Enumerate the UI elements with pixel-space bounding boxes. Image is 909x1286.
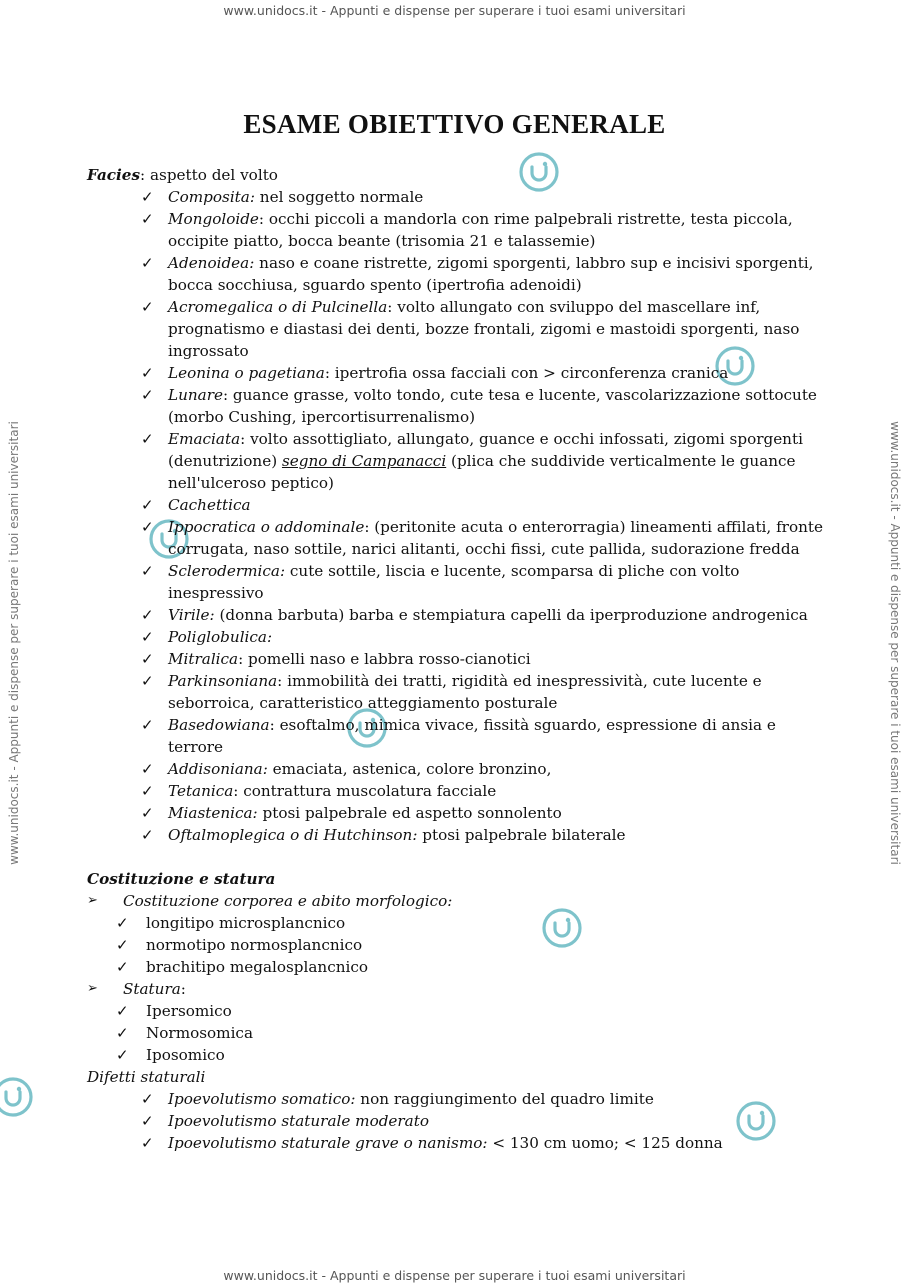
watermark-footer: www.unidocs.it - Appunti e dispense per superare i tuoi esami universitari [223,1268,686,1283]
facies-name: Addisoniana: [168,760,268,778]
list-item [87,1088,827,1110]
facies-description: : guance grasse, volto tondo, cute tesa e lucente, vascolarizzazione sottocute (morbo Cushing, ipercortisurrenalismo) [168,386,817,426]
facies-description: : (peritonite acuta o enterorragia) lineamenti affilati, fronte corrugata, naso sottile, narici alitanti, occhi fissi, cute pallida, sudorazione fredda [168,518,823,558]
list-item [87,780,827,802]
facies-name: Basedowiana [168,716,270,734]
facies-name: Virile: [168,606,215,624]
list-item [87,428,827,494]
difetto-name: Ipoevolutismo staturale moderato [168,1112,429,1130]
list-item [87,1044,827,1066]
facies-name: Leonina o pagetiana [168,364,325,382]
arrow-bullet-icon: ➢ [87,893,98,908]
difetto-name: Ipoevolutismo staturale grave o nanismo: [168,1134,488,1152]
facies-name: Adenoidea: [168,254,255,272]
list-item [87,714,827,758]
watermark-right-margin: www.unidocs.it - Appunti e dispense per superare i tuoi esami universitari [888,421,902,865]
facies-intro [87,164,827,186]
list-item-text: normotipo normosplancnico [146,936,363,954]
list-item [87,208,827,252]
checkmark-icon: ✓ [141,188,154,206]
facies-name: Lunare [168,386,223,404]
statura-list [87,1000,827,1066]
facies-name: Poliglobulica: [168,628,273,646]
facies-description: emaciata, astenica, colore bronzino, [267,760,552,778]
list-item-text: Normosomica [146,1024,253,1042]
list-item [87,802,827,824]
facies-name: Miastenica: [168,804,258,822]
facies-description-continued: (plica che suddivide verticalmente le guance nell'ulceroso peptico) [168,452,796,492]
facies-name: Mitralica [168,650,239,668]
list-item [87,604,827,626]
facies-name: Mongoloide [168,210,259,228]
checkmark-icon: ✓ [116,1002,129,1020]
facies-name: Tetanica [168,782,234,800]
checkmark-icon: ✓ [141,210,154,228]
subsection-costituzione-corporea: ➢ Costituzione corporea e abito morfologico: [87,892,453,910]
list-item [87,560,827,604]
list-item-text: brachitipo megalosplancnico [146,958,369,976]
facies-description: : volto assottigliato, allungato, guance e occhi infossati, zigomi sporgenti (denutrizione) [168,430,803,470]
checkmark-icon: ✓ [116,1024,129,1042]
list-item [87,296,827,362]
checkmark-icon: ✓ [116,1046,129,1064]
checkmark-icon: ✓ [116,936,129,954]
underlined-term: segno di Campanacci [281,452,447,470]
facies-description: : immobilità dei tratti, rigidità ed inespressività, cute lucente e seborroica, caratteristico atteggiamento posturale [168,672,762,712]
list-item [87,494,827,516]
list-item-text: longitipo microsplancnico [146,914,346,932]
list-item [87,912,827,934]
facies-name: Composita: [168,188,255,206]
list-item [87,252,827,296]
checkmark-icon: ✓ [141,606,154,624]
list-item-text: Iposomico [146,1046,225,1064]
checkmark-icon: ✓ [141,1134,154,1152]
facies-name: Cachettica [168,496,251,514]
checkmark-icon: ✓ [141,826,154,844]
list-item [87,934,827,956]
difetto-description: non raggiungimento del quadro limite [355,1090,654,1108]
list-item [87,670,827,714]
checkmark-icon: ✓ [141,1090,154,1108]
unidocs-logo-icon [0,1076,34,1118]
subsection-difetti-staturali: Difetti staturali [87,1068,206,1086]
facies-description: : pomelli naso e labbra rosso-cianotici [238,650,531,668]
costituzione-list [87,912,827,978]
facies-description: : ipertrofia ossa facciali con > circonferenza cranica [324,364,729,382]
list-item [87,384,827,428]
list-item [87,1110,827,1132]
list-item [87,648,827,670]
list-item [87,956,827,978]
facies-term: Facies [87,166,141,184]
checkmark-icon: ✓ [141,430,154,448]
watermark-header: www.unidocs.it - Appunti e dispense per superare i tuoi esami universitari [223,3,686,18]
facies-description: nel soggetto normale [254,188,424,206]
facies-name: Acromegalica o di Pulcinella [168,298,388,316]
checkmark-icon: ✓ [141,386,154,404]
facies-name: Ippocratica o addominale [168,518,365,536]
page-title: ESAME OBIETTIVO GENERALE [243,109,666,139]
checkmark-icon: ✓ [141,650,154,668]
facies-description: : occhi piccoli a mandorla con rime palpebrali ristrette, testa piccola, occipite piatto, bocca beante (trisomia 21 e talassemie) [168,210,793,250]
facies-name: Parkinsoniana [168,672,278,690]
checkmark-icon: ✓ [141,298,154,316]
checkmark-icon: ✓ [141,562,154,580]
checkmark-icon: ✓ [141,1112,154,1130]
facies-description: ptosi palpebrale ed aspetto sonnolento [257,804,562,822]
checkmark-icon: ✓ [141,364,154,382]
facies-name: Oftalmoplegica o di Hutchinson: [168,826,418,844]
checkmark-icon: ✓ [141,254,154,272]
subsection-statura: ➢ Statura: [87,980,186,998]
facies-description: : volto allungato con sviluppo del mascellare inf, prognatismo e diastasi dei denti, bozze frontali, zigomi e mastoidi sporgenti, naso ingrossato [168,298,800,360]
section-heading-costituzione: Costituzione e statura [87,870,276,888]
list-item [87,1022,827,1044]
facies-description: naso e coane ristrette, zigomi sporgenti, labbro sup e incisivi sporgenti, bocca socchiusa, sguardo spento (ipertrofia adenoidi) [168,254,814,294]
list-item [87,516,827,560]
facies-description: ptosi palpebrale bilaterale [417,826,626,844]
checkmark-icon: ✓ [116,914,129,932]
checkmark-icon: ✓ [141,760,154,778]
list-item [87,824,827,846]
checkmark-icon: ✓ [116,958,129,976]
facies-description: (donna barbuta) barba e stempiatura capelli da iperproduzione androgenica [214,606,808,624]
facies-list [87,186,827,846]
facies-intro-text: : aspetto del volto [140,166,278,184]
checkmark-icon: ✓ [141,804,154,822]
arrow-bullet-icon: ➢ [87,981,98,996]
list-item-text: Ipersomico [146,1002,232,1020]
checkmark-icon: ✓ [141,716,154,734]
checkmark-icon: ✓ [141,518,154,536]
list-item [87,1132,827,1154]
difetto-description: < 130 cm uomo; < 125 donna [487,1134,723,1152]
facies-name: Emaciata [168,430,241,448]
list-item [87,758,827,780]
facies-description: : esoftalmo, mimica vivace, fissità sguardo, espressione di ansia e terrore [168,716,776,756]
difetti-list [87,1088,827,1154]
checkmark-icon: ✓ [141,672,154,690]
document-body [87,164,827,1154]
list-item [87,186,827,208]
checkmark-icon: ✓ [141,496,154,514]
facies-description: cute sottile, liscia e lucente, scomparsa di pliche con volto inespressivo [168,562,740,602]
list-item [87,626,827,648]
checkmark-icon: ✓ [141,782,154,800]
facies-name: Sclerodermica: [168,562,286,580]
list-item [87,1000,827,1022]
list-item [87,362,827,384]
facies-description: : contrattura muscolatura facciale [233,782,497,800]
watermark-left-margin: www.unidocs.it - Appunti e dispense per superare i tuoi esami universitari [7,421,21,865]
checkmark-icon: ✓ [141,628,154,646]
difetto-name: Ipoevolutismo somatico: [168,1090,356,1108]
